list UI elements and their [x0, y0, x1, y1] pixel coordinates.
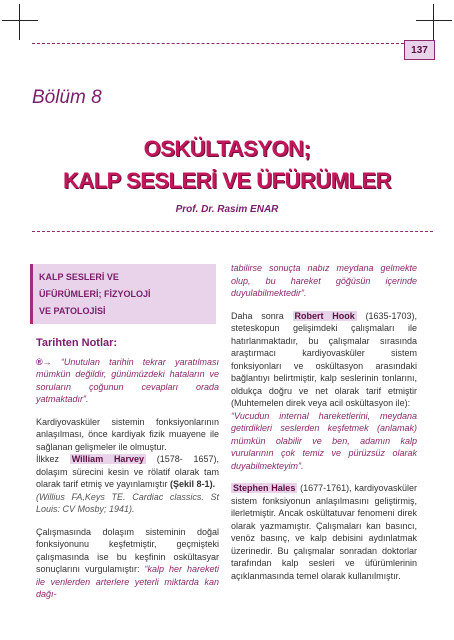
p3-text: Çalışmasında dolaşım sisteminin doğal fonksiyonunu keşfetmiştir, geçmişteki çalışmasında ise bu keşfinin oskültasyar sonuçlarını vurgulamıştır:: [36, 526, 219, 574]
subheading-history: Tarihten Notlar:: [36, 337, 118, 349]
figure-ref: (Şekil 8-1).: [170, 479, 216, 489]
quote-text: “Unutulan tarihin tekrar yaratılması mümkün değildir, günümüzdeki hataların ve soruların çoğunun cevapları orada yatmaktadır”.: [36, 356, 219, 404]
p3-quote: “kalp her hareketi ile venlerden arterlere yeterli miktarda kan dağı-: [36, 564, 219, 599]
paragraph-hales: [231, 482, 417, 582]
paragraph-1: Kardiyovasküler sistemin fonksiyonlarının anlaşılması, önce kardiyak fizik muayene ile sağlanan gelişmeler ile olmuştur.: [36, 416, 219, 452]
citation: (Willius FA,Keys TE. Cardiac classics. St Louis: CV Mosby; 1941).: [36, 491, 219, 514]
section-heading-line2: ÜFÜRÜMLERİ; FİZYOLOJİ: [39, 289, 151, 299]
p2-text-a: İlkkez: [36, 454, 70, 464]
author: Prof. Dr. Rasim ENAR: [175, 204, 279, 215]
left-column: [36, 337, 219, 601]
chapter-title-line2: KALP SESLERİ VE ÜFÜRÜMLER: [62, 168, 392, 193]
name-stephen-hales: Stephen Hales: [233, 483, 296, 493]
top-rule: [32, 43, 404, 44]
section-heading-box: [30, 264, 216, 324]
hook-text-a: Daha sonra: [231, 310, 293, 321]
section-rule: [32, 231, 433, 232]
paragraph-2: [36, 453, 219, 491]
chapter-title-line1: OSKÜLTASYON;: [143, 136, 311, 161]
history-quote: [36, 356, 219, 406]
crop-mark-top-left-v: [19, 4, 20, 40]
hook-text-b: (1635-1703), steteskopun gelişimdeki çalışmaları ile hatırlanmaktadır, bu çalışmalar sırasında araştırmacı kardiyovasküler sistem fonksiyonları ve oskültasyon arasındaki bağlantıyı belirtmiştir, kalp seslerinin tonlarını, oldukça doğru ve net olarak tarif etmiştir (Muhtemelen direk veya acil oskültasyon ile):: [231, 310, 417, 408]
p2-text-b: (1578- 1657), dolaşım sürecini kesin ve rölatif olarak tam olarak tarif etmiş ve yayınlamıştır: [36, 454, 219, 489]
paragraph-3: [36, 526, 219, 601]
crop-mark-top-left-h: [2, 20, 38, 21]
paragraph-hook: [231, 310, 417, 410]
hook-quote: “Vucudun internal hareketlerini, meydana getirdikleri seslerden keşfetmek (anlamak) mümkün olabilir ve ben, adamın kalp vurularının çok temiz ve pürüzsüz olarak duyabilmekteyim”.: [231, 410, 417, 471]
section-heading-line1: KALP SESLERİ VE: [39, 272, 119, 282]
name-william-harvey: William Harvey: [71, 454, 144, 464]
section-heading-line3: VE PATOLOJİSİ: [39, 306, 106, 316]
crop-mark-top-right-v: [433, 4, 434, 40]
chapter-label: Bölüm 8: [32, 87, 102, 108]
quote-continuation: tabilirse sonuçta nabız meydana gelmekte olup, bu hareket göğüsün içerinde duyulabilmektedir”.: [231, 263, 417, 298]
hales-text: (1677-1761), kardiyovasküler sistem fonksiyonun anlaşılmasını geliştirmiş, ilerletmiştir. Ancak oskültatuvar fenomeni direk olarak yazmamıştır. Çalışmaları kan basıncı, venöz basınç, ve kalp debisini aydınlatmak üzerinedir. Bu çalışmalar sonradan doktorlar tarafından kalp sesleri ve üfürümlerinin açıklanmasında temel olarak kullanılmıştır.: [231, 483, 417, 581]
crop-mark-top-right-h: [416, 20, 452, 21]
quote-arrow-icon: ®→: [36, 356, 52, 367]
name-robert-hook: Robert Hook: [294, 310, 355, 321]
page-number: 137: [404, 40, 435, 60]
right-column: [231, 262, 417, 582]
